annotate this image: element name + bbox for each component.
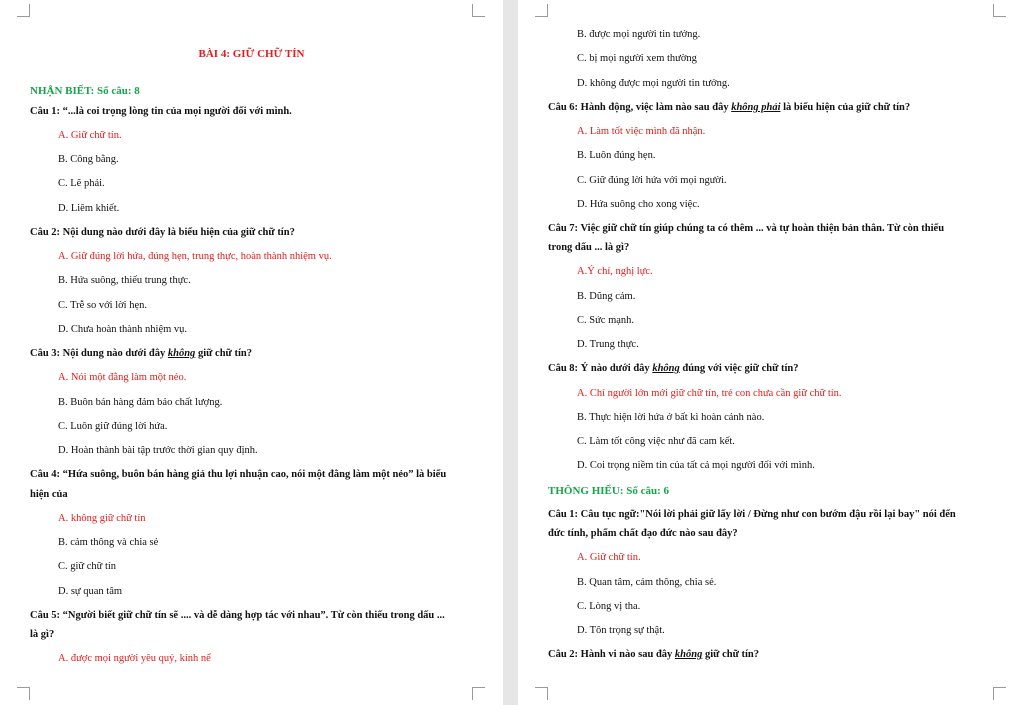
question-text-part: Câu 6: Hành động, việc làm nào sau đây: [548, 102, 732, 113]
answer-option: B. Buôn bán hàng đảm bảo chất lượng.: [58, 397, 223, 408]
answer-option-correct: A.Ý chí, nghị lực.: [577, 266, 653, 277]
page-margin-corner: [472, 4, 485, 17]
question-text: [30, 347, 252, 361]
answer-option: B. Dũng cảm.: [577, 291, 636, 302]
answer-option-correct: A. Làm tốt việc mình đã nhận.: [577, 126, 706, 137]
answer-option: D. không được mọi người tin tưởng.: [577, 78, 730, 89]
answer-option: D. Hứa suông cho xong việc.: [577, 199, 700, 210]
answer-option: B. Thực hiện lời hứa ở bất kì hoàn cảnh nào.: [577, 412, 765, 423]
question-text: [548, 101, 910, 115]
answer-option: D. Coi trọng niềm tin của tất cả mọi người đối với mình.: [577, 460, 815, 471]
page-margin-corner: [535, 687, 548, 700]
question-text: Câu 2: Nội dung nào dưới đây là biểu hiện của giữ chữ tín?: [30, 227, 295, 238]
answer-option: B. Luôn đúng hẹn.: [577, 150, 656, 161]
answer-option-correct: A. Chỉ người lớn mới giữ chữ tín, trẻ con chưa cần giữ chữ tín.: [577, 388, 842, 399]
answer-option: C. Trễ so với lời hẹn.: [58, 300, 147, 311]
answer-option: D. Hoàn thành bài tập trước thời gian quy định.: [58, 445, 258, 456]
answer-option-correct: A. Giữ chữ tín.: [577, 552, 641, 563]
page-margin-corner: [17, 687, 30, 700]
answer-option: B. Hứa suông, thiếu trung thực.: [58, 275, 191, 286]
answer-option: D. Trung thực.: [577, 339, 639, 350]
question-text: Câu 5: “Người biết giữ chữ tín sẽ .... và dễ dàng hợp tác với nhau”. Từ còn thiếu trong dấu ...: [30, 610, 445, 621]
page-margin-corner: [17, 4, 30, 17]
question-keyword: không: [674, 649, 703, 660]
answer-option: D. Tôn trọng sự thật.: [577, 625, 665, 636]
answer-option: B. Công bằng.: [58, 154, 119, 165]
lesson-title: BÀI 4: GIỮ CHỮ TÍN: [198, 48, 305, 60]
section-heading: THÔNG HIỂU: Số câu: 6: [548, 485, 670, 497]
page-margin-corner: [472, 687, 485, 700]
question-text: Câu 1: Câu tục ngữ:"Nói lời phải giữ lấy lời / Đừng như con bướm đậu rồi lại bay" nói đến: [548, 509, 956, 520]
answer-option-correct: A. không giữ chữ tín: [58, 513, 146, 524]
question-text-part: Câu 2: Hành vi nào sau đây: [548, 649, 675, 660]
page-margin-corner: [993, 4, 1006, 17]
answer-option: D. sự quan tâm: [58, 586, 123, 597]
question-text-part: đúng với việc giữ chữ tín?: [679, 363, 799, 374]
question-text: Câu 7: Việc giữ chữ tín giúp chúng ta có thêm ... và tự hoàn thiện bản thân. Từ còn thiếu: [548, 223, 945, 234]
question-keyword: không phải: [731, 102, 781, 113]
answer-option: C. Giữ đúng lời hứa với mọi người.: [577, 175, 727, 186]
answer-option: C. Luôn giữ đúng lời hứa.: [58, 421, 168, 432]
answer-option: C. Sức mạnh.: [577, 315, 635, 326]
answer-option-correct: A. Giữ đúng lời hứa, đúng hẹn, trung thực, hoàn thành nhiệm vụ.: [58, 251, 332, 262]
question-keyword: không: [167, 348, 196, 359]
answer-option: D. Liêm khiết.: [58, 203, 120, 214]
answer-option: D. Chưa hoàn thành nhiệm vụ.: [58, 324, 188, 335]
question-text: [548, 648, 759, 662]
answer-option-correct: A. Nói một đằng làm một nẻo.: [58, 372, 187, 383]
question-text: [548, 362, 799, 376]
question-text-part: giữ chữ tín?: [702, 649, 760, 660]
question-text: Câu 1: “...là coi trọng lòng tin của mọi người đối với mình.: [30, 106, 292, 117]
answer-option: C. bị mọi người xem thường: [577, 53, 697, 64]
question-text-part: Câu 3: Nội dung nào dưới đây: [30, 348, 168, 359]
document-page-1: [0, 0, 503, 705]
answer-option: C. Làm tốt công việc như đã cam kết.: [577, 436, 735, 447]
question-text-continued: đức tính, phẩm chất đạo đức nào sau đây?: [548, 528, 738, 539]
question-text-part: Câu 8: Ý nào dưới đây: [548, 363, 653, 374]
page-margin-corner: [993, 687, 1006, 700]
answer-option-correct: A. Giữ chữ tín.: [58, 130, 122, 141]
answer-option: C. Lẽ phải.: [58, 178, 105, 189]
answer-option: B. được mọi người tin tưởng.: [577, 29, 701, 40]
section-heading: NHẬN BIẾT: Số câu: 8: [30, 85, 140, 97]
answer-option: C. Lòng vị tha.: [577, 601, 641, 612]
question-text-continued: hiện của: [30, 489, 68, 500]
question-text-continued: là gì?: [30, 629, 55, 640]
question-text-continued: trong dấu ... là gì?: [548, 242, 630, 253]
answer-option: B. Quan tâm, cảm thông, chia sẻ.: [577, 577, 717, 588]
answer-option: C. giữ chữ tín: [58, 561, 117, 572]
document-page-2: [518, 0, 1015, 705]
question-text-part: là biểu hiện của giữ chữ tín?: [780, 102, 911, 113]
answer-option-correct: A. được mọi người yêu quý, kính nể: [58, 653, 211, 664]
page-margin-corner: [535, 4, 548, 17]
question-keyword: không: [652, 363, 680, 374]
question-text-part: giữ chữ tín?: [195, 348, 252, 359]
answer-option: B. cảm thông và chia sẻ: [58, 537, 159, 548]
question-text: Câu 4: “Hứa suông, buôn bán hàng giả thu lợi nhuận cao, nói một đằng làm một nẻo” là biểu: [30, 469, 447, 480]
